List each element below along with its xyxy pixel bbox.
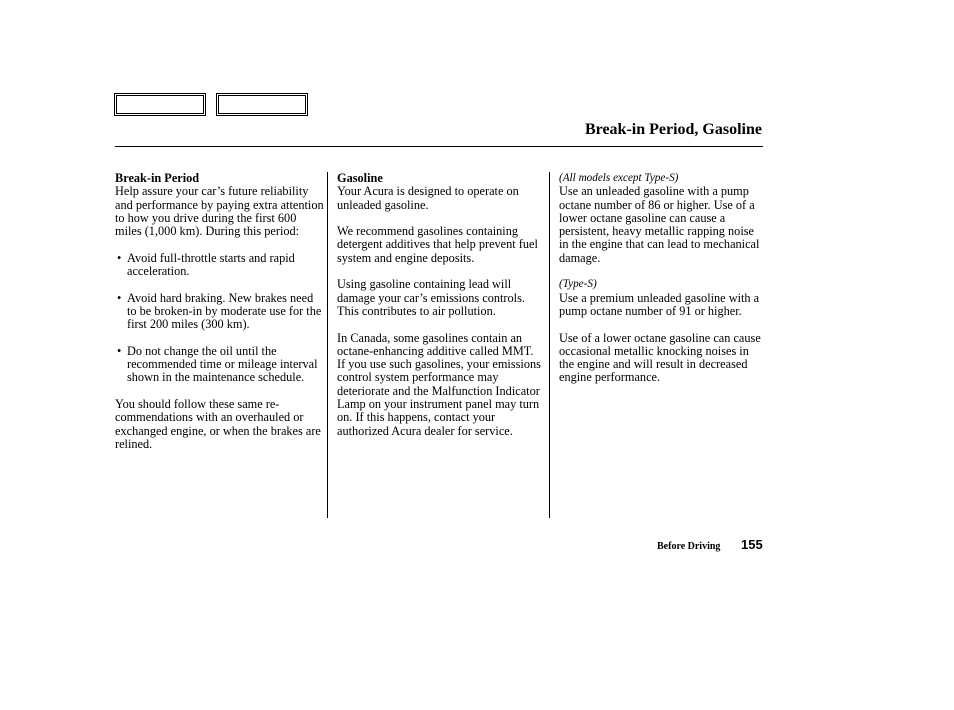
nav-button-1[interactable] xyxy=(114,93,206,116)
break-in-closing: You should follow these same re-commendations with an overhauled or exchanged engine, or when the brakes are relined. xyxy=(115,397,321,451)
section-heading-break-in: Break-in Period xyxy=(115,171,200,185)
gasoline-paragraph: In Canada, some gasolines contain an octane-enhancing additive called MMT. If you use such gasolines, your emissions control system performance may deteriorate and the Malfunction Indicator Lamp on your instrument panel may turn on. If this happens, contact your authorized Acura dealer for service. xyxy=(337,330,541,438)
break-in-intro: Help assure your car’s future reliability and performance by paying extra attention to how you drive during the first 600 miles (1,000 km). During this period: xyxy=(115,184,324,239)
column-octane xyxy=(559,172,765,385)
gasoline-paragraph: Using gasoline containing lead will damage your car’s emissions controls. This contributes to air pollution. xyxy=(337,277,525,318)
column-divider-1 xyxy=(327,172,328,518)
bullet-icon: • xyxy=(117,250,122,265)
bullet-item xyxy=(115,252,325,279)
octane-paragraph: Use a premium unleaded gasoline with a pump octane number of 91 or higher. xyxy=(559,290,760,318)
column-break-in xyxy=(115,172,325,451)
page-title: Break-in Period, Gasoline xyxy=(584,121,762,138)
bullet-item xyxy=(115,345,325,385)
bullet-icon: • xyxy=(117,290,122,305)
bullet-text: Avoid full-throttle starts and rapid acceleration. xyxy=(127,250,295,279)
title-rule xyxy=(115,146,763,147)
model-label-type-s: (Type-S) xyxy=(559,278,597,291)
column-gasoline xyxy=(337,172,543,438)
nav-button-2[interactable] xyxy=(216,93,308,116)
bullet-text: Avoid hard braking. New brakes need to be broken-in by moderate use for the first 200 miles (300 km). xyxy=(127,290,322,332)
bullet-icon: • xyxy=(117,343,122,358)
octane-paragraph: Use an unleaded gasoline with a pump octane number of 86 or higher. Use of a lower octane gasoline can cause a persistent, heavy metallic rapping noise in the engine that can lead to mechanical damage. xyxy=(559,184,760,265)
bullet-text: Do not change the oil until the recommended time or mileage interval shown in the maintenance schedule. xyxy=(127,343,318,385)
column-divider-2 xyxy=(549,172,550,518)
page-number: 155 xyxy=(741,537,763,552)
model-label-non-type-s: (All models except Type-S) xyxy=(559,172,679,184)
gasoline-paragraph: Your Acura is designed to operate on unleaded gasoline. xyxy=(337,184,519,212)
octane-paragraph: Use of a lower octane gasoline can cause occasional metallic knocking noises in the engine and will result in decreased engine performance. xyxy=(559,330,761,385)
footer-section-label: Before Driving xyxy=(657,541,721,552)
gasoline-paragraph: We recommend gasolines containing detergent additives that help prevent fuel system and engine deposits. xyxy=(337,224,538,265)
bullet-item xyxy=(115,292,325,332)
section-heading-gasoline: Gasoline xyxy=(337,171,383,185)
